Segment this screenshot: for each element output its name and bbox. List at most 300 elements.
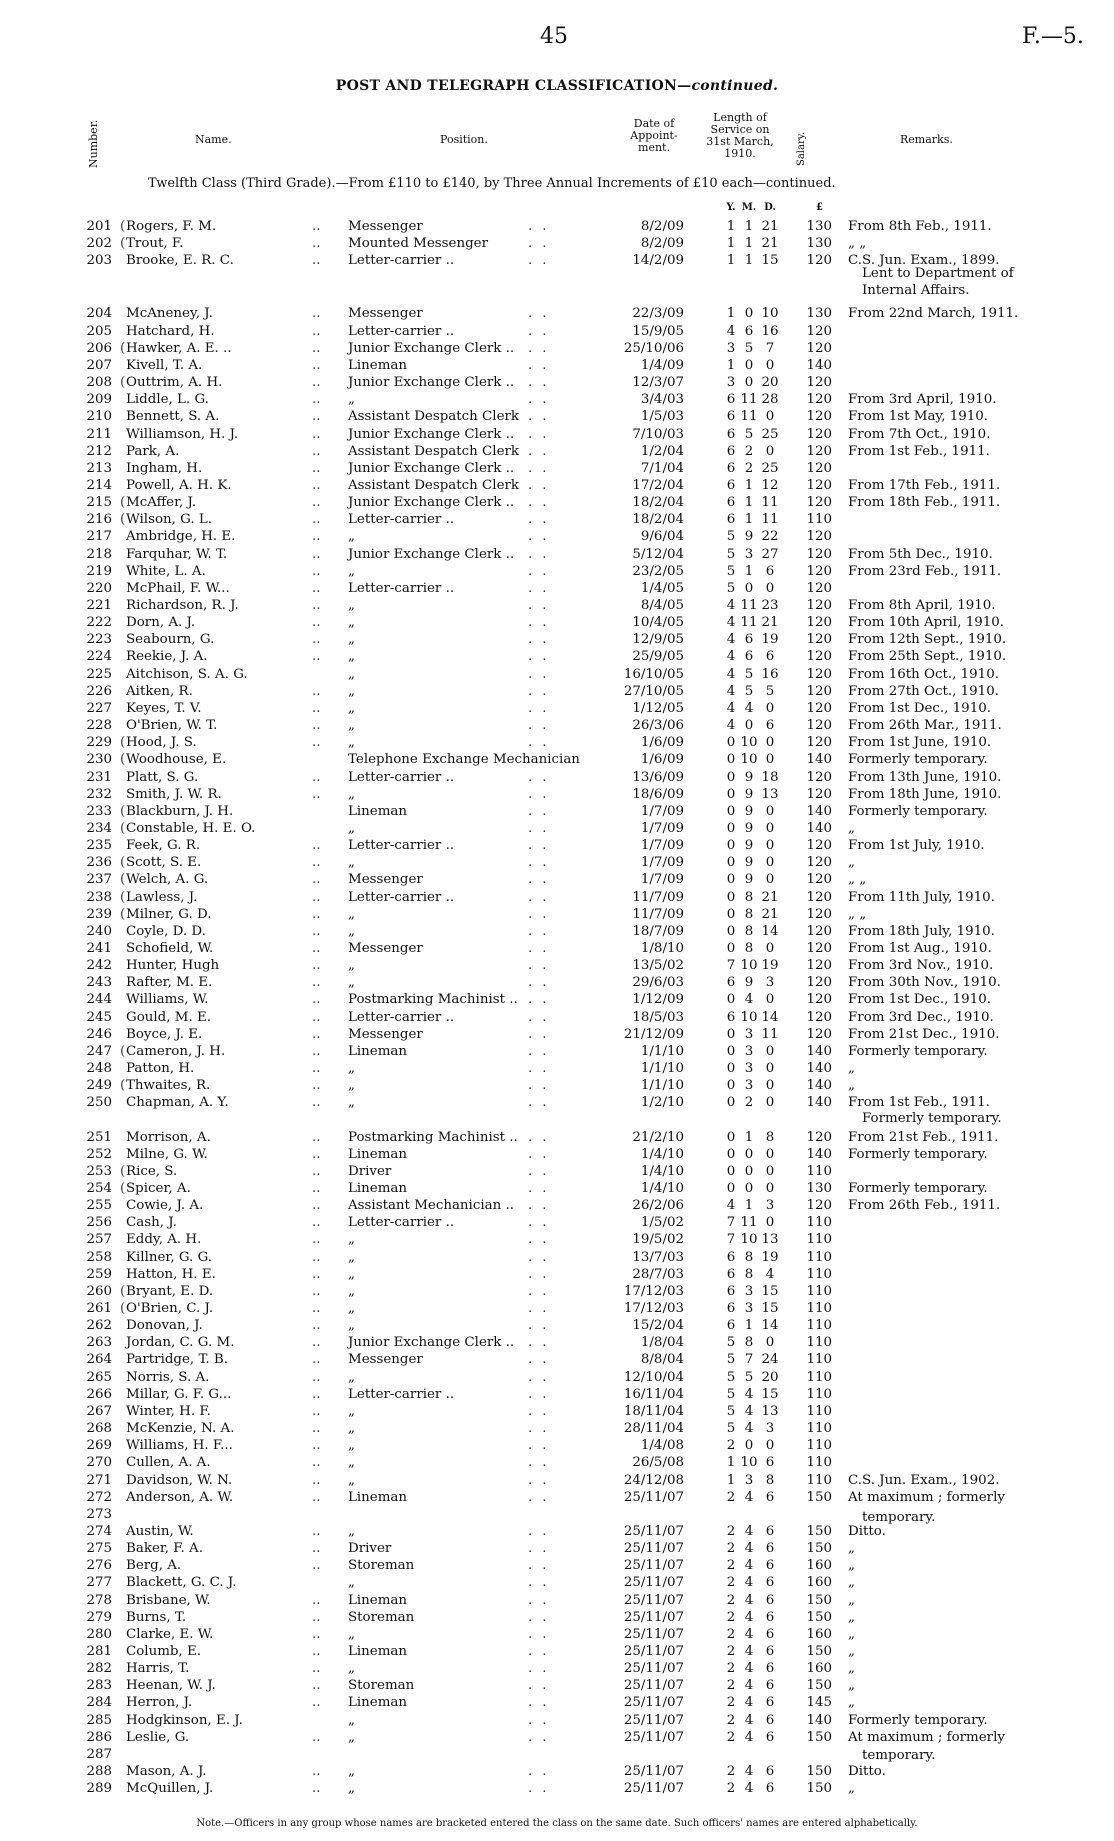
salary: 140 xyxy=(806,1095,832,1111)
service-months: 6 xyxy=(744,632,754,648)
table-row xyxy=(0,786,1114,803)
leader-dots: .. xyxy=(528,1644,557,1659)
officer-name: Blackburn, J. H. xyxy=(126,803,234,819)
leader-dots: .. xyxy=(528,546,557,562)
remarks: „ xyxy=(848,855,855,871)
table-row xyxy=(0,1026,1114,1043)
salary: 120 xyxy=(806,495,832,511)
officer-name: Patton, H. xyxy=(126,1061,195,1077)
service-days: 6 xyxy=(765,1644,775,1659)
row-number: 284 xyxy=(86,1695,112,1711)
officer-name: Seabourn, G. xyxy=(126,632,215,648)
service-months: 4 xyxy=(744,1489,754,1505)
table-row xyxy=(0,1694,1114,1711)
row-number: 230 xyxy=(86,752,112,768)
table-row xyxy=(0,974,1114,991)
table-row xyxy=(0,1351,1114,1368)
remarks: From 8th April, 1910. xyxy=(848,598,996,613)
service-months: 1 xyxy=(744,219,754,234)
officer-name: O'Brien, C. J. xyxy=(126,1301,214,1316)
service-years: 5 xyxy=(726,563,736,579)
position: „ xyxy=(348,1283,355,1299)
appointment-date: 29/6/03 xyxy=(632,975,684,991)
row-number: 232 xyxy=(86,786,112,802)
row-number: 241 xyxy=(86,941,112,956)
row-number: 218 xyxy=(86,546,112,562)
service-days: 0 xyxy=(765,855,775,871)
leader-dots: .. xyxy=(528,1266,557,1282)
service-days: 8 xyxy=(765,1129,775,1145)
service-years: 4 xyxy=(726,649,736,665)
service-days: 0 xyxy=(765,1061,775,1077)
service-months: 4 xyxy=(744,1558,754,1574)
leader-dots: .. xyxy=(528,958,557,974)
appointment-date: 1/1/10 xyxy=(640,1043,684,1059)
leader-dots: .. xyxy=(312,236,321,252)
leader-dots: .. xyxy=(312,1335,321,1351)
leader-dots: .. xyxy=(528,992,557,1008)
appointment-date: 25/11/07 xyxy=(623,1644,684,1659)
leader-dots: .. xyxy=(312,1489,321,1505)
salary: 120 xyxy=(806,735,832,751)
remarks: From 7th Oct., 1910. xyxy=(848,426,991,442)
leader-dots: .. xyxy=(312,426,321,442)
leader-dots: .. xyxy=(312,1523,321,1539)
service-months: 1 xyxy=(744,563,754,579)
leader-dots: .. xyxy=(528,598,557,613)
remarks: From 17th Feb., 1911. xyxy=(848,477,1001,493)
appointment-date: 7/10/03 xyxy=(632,426,684,442)
position: Junior Exchange Clerk .. xyxy=(348,495,515,511)
appointment-date: 12/9/05 xyxy=(632,632,684,648)
leader-dots: .. xyxy=(312,615,321,631)
service-days: 13 xyxy=(761,1232,779,1248)
service-years: 2 xyxy=(726,1609,736,1625)
remarks: Formerly temporary. xyxy=(848,1146,988,1162)
leader-dots: .. xyxy=(528,1026,557,1042)
remarks: „ xyxy=(848,1781,855,1797)
officer-name: Kivell, T. A. xyxy=(126,357,203,373)
row-number: 235 xyxy=(86,838,112,854)
salary: 160 xyxy=(806,1626,832,1642)
appointment-date: 17/12/03 xyxy=(623,1283,684,1299)
leader-dots: .. xyxy=(312,546,321,562)
row-number: 282 xyxy=(86,1661,112,1677)
position: „ xyxy=(348,1369,355,1385)
service-years: 5 xyxy=(726,580,736,596)
officer-name: Norris, S. A. xyxy=(126,1369,210,1385)
row-number: 216 xyxy=(86,512,112,528)
position: „ xyxy=(348,975,355,991)
appointment-date: 18/6/09 xyxy=(632,786,684,802)
service-months: 9 xyxy=(744,975,754,991)
officer-name: O'Brien, W. T. xyxy=(126,718,218,734)
service-days: 14 xyxy=(761,1009,779,1025)
row-number: 273 xyxy=(86,1506,112,1522)
remarks: From 10th April, 1910. xyxy=(848,615,1005,631)
leader-dots: .. xyxy=(312,769,321,785)
position: Driver xyxy=(348,1163,392,1179)
salary: 110 xyxy=(806,1215,832,1231)
remarks: From 18th June, 1910. xyxy=(848,786,1002,802)
appointment-date: 25/11/07 xyxy=(623,1781,684,1797)
service-years: 0 xyxy=(726,838,736,854)
table-row xyxy=(0,957,1114,974)
bracket-mark: ( xyxy=(120,820,126,836)
service-days: 0 xyxy=(765,820,775,836)
leader-dots: .. xyxy=(528,1695,557,1711)
officer-name: Williamson, H. J. xyxy=(126,426,239,442)
position: Lineman xyxy=(348,1644,408,1659)
leader-dots: .. xyxy=(528,1043,557,1059)
remarks: Ditto. xyxy=(848,1764,886,1780)
table-row xyxy=(0,1609,1114,1626)
remarks: From 26th Mar., 1911. xyxy=(848,718,1002,734)
salary: 150 xyxy=(806,1592,832,1608)
service-months: 5 xyxy=(744,340,754,356)
officer-name: Spicer, A. xyxy=(126,1180,191,1196)
leader-dots: .. xyxy=(528,253,557,269)
appointment-date: 1/8/04 xyxy=(640,1335,684,1351)
row-number: 229 xyxy=(86,735,112,751)
remarks: From 25th Sept., 1910. xyxy=(848,649,1007,665)
leader-dots: .. xyxy=(528,443,557,459)
class-heading: Twelfth Class (Third Grade).—From £110 to £140, by Three Annual Increments of £10 each—continued. xyxy=(148,176,836,191)
table-row xyxy=(0,1300,1114,1317)
position: Lineman xyxy=(348,1146,408,1162)
bracket-mark: ( xyxy=(120,906,126,922)
appointment-date: 28/7/03 xyxy=(632,1266,684,1282)
leader-dots: .. xyxy=(528,1386,557,1402)
leader-dots: .. xyxy=(528,975,557,991)
service-months: 1 xyxy=(744,1129,754,1145)
salary: 140 xyxy=(806,357,832,373)
service-days: 0 xyxy=(765,872,775,888)
row-number: 248 xyxy=(86,1061,112,1077)
table-row xyxy=(0,1009,1114,1026)
service-days: 15 xyxy=(761,253,779,269)
service-days: 15 xyxy=(761,1386,779,1402)
leader-dots: .. xyxy=(312,477,321,493)
service-months: 8 xyxy=(744,1249,754,1265)
officer-name: Ambridge, H. E. xyxy=(126,529,236,545)
salary: 140 xyxy=(806,820,832,836)
service-years: 1 xyxy=(726,357,736,373)
table-row xyxy=(0,666,1114,683)
appointment-date: 1/5/02 xyxy=(640,1215,684,1231)
service-days: 25 xyxy=(761,460,779,476)
table-row xyxy=(0,1249,1114,1266)
leader-dots: .. xyxy=(528,219,557,234)
appointment-date: 25/11/07 xyxy=(623,1489,684,1505)
table-row xyxy=(0,820,1114,837)
officer-name: Thwaites, R. xyxy=(126,1078,211,1094)
leader-dots: .. xyxy=(528,375,557,391)
leader-dots: .. xyxy=(528,1764,557,1780)
leader-dots: .. xyxy=(312,838,321,854)
table-row xyxy=(0,235,1114,252)
salary: 150 xyxy=(806,1729,832,1745)
table-row xyxy=(0,1077,1114,1094)
table-row xyxy=(0,1626,1114,1643)
service-months: 3 xyxy=(744,1283,754,1299)
service-years: 0 xyxy=(726,1043,736,1059)
table-row xyxy=(0,1197,1114,1214)
salary: 110 xyxy=(806,1352,832,1368)
leader-dots: .. xyxy=(312,1781,321,1797)
service-years: 0 xyxy=(726,1061,736,1077)
appointment-date: 25/11/07 xyxy=(623,1695,684,1711)
position: „ xyxy=(348,1095,355,1111)
officer-name: Bryant, E. D. xyxy=(126,1283,214,1299)
leader-dots: .. xyxy=(528,1781,557,1797)
salary: 110 xyxy=(806,1163,832,1179)
service-years: 4 xyxy=(726,323,736,339)
leader-dots: .. xyxy=(528,1609,557,1625)
appointment-date: 25/9/05 xyxy=(632,649,684,665)
leader-dots: .. xyxy=(528,838,557,854)
leader-dots: .. xyxy=(312,872,321,888)
leader-dots: .. xyxy=(312,529,321,545)
leader-dots: .. xyxy=(312,1558,321,1574)
service-years: 2 xyxy=(726,1489,736,1505)
officer-name: McQuillen, J. xyxy=(126,1781,214,1797)
position: Postmarking Machinist .. xyxy=(348,1129,518,1145)
service-months: 1 xyxy=(744,1198,754,1214)
remarks: „ xyxy=(848,1678,855,1694)
position: Junior Exchange Clerk .. xyxy=(348,426,515,442)
row-number: 254 xyxy=(86,1180,112,1196)
table-row xyxy=(0,580,1114,597)
bracket-mark: ( xyxy=(120,735,126,751)
salary: 120 xyxy=(806,958,832,974)
officer-name: McAffer, J. xyxy=(126,495,197,511)
table-row xyxy=(0,1592,1114,1609)
position: Letter-carrier .. xyxy=(348,323,455,339)
leader-dots: .. xyxy=(528,683,557,699)
row-number: 277 xyxy=(86,1575,112,1591)
table-row xyxy=(0,1094,1114,1111)
position: „ xyxy=(348,1472,355,1488)
officer-name: Donovan, J. xyxy=(126,1318,203,1334)
officer-name: McKenzie, N. A. xyxy=(126,1421,235,1437)
service-days: 0 xyxy=(765,735,775,751)
leader-dots: .. xyxy=(528,786,557,802)
row-number: 269 xyxy=(86,1438,112,1454)
leader-dots: .. xyxy=(312,1163,321,1179)
salary: 120 xyxy=(806,546,832,562)
service-days: 28 xyxy=(761,392,779,408)
appointment-date: 13/6/09 xyxy=(632,769,684,785)
table-row xyxy=(0,1163,1114,1180)
service-days: 3 xyxy=(765,1421,775,1437)
service-days: 6 xyxy=(765,1489,775,1505)
position: „ xyxy=(348,1712,355,1728)
service-days: 6 xyxy=(765,1609,775,1625)
service-years: 0 xyxy=(726,1163,736,1179)
service-years: 5 xyxy=(726,1421,736,1437)
appointment-date: 25/11/07 xyxy=(623,1764,684,1780)
service-years: 6 xyxy=(726,1249,736,1265)
service-days: 12 xyxy=(761,477,779,493)
appointment-date: 12/10/04 xyxy=(623,1369,684,1385)
position: Lineman xyxy=(348,357,408,373)
service-months: 0 xyxy=(744,1163,754,1179)
leader-dots: .. xyxy=(312,1129,321,1145)
row-number: 245 xyxy=(86,1009,112,1025)
salary: 120 xyxy=(806,1009,832,1025)
leader-dots: .. xyxy=(528,529,557,545)
service-days: 8 xyxy=(765,1472,775,1488)
leader-dots: .. xyxy=(528,1249,557,1265)
service-days: 6 xyxy=(765,1558,775,1574)
leader-dots: .. xyxy=(528,460,557,476)
appointment-date: 8/2/09 xyxy=(640,236,684,252)
table-row xyxy=(0,408,1114,425)
service-days: 0 xyxy=(765,357,775,373)
row-number: 272 xyxy=(86,1489,112,1505)
officer-name: Smith, J. W. R. xyxy=(126,786,222,802)
service-days: 6 xyxy=(765,1575,775,1591)
service-years: 0 xyxy=(726,786,736,802)
remarks: From 3rd April, 1910. xyxy=(848,392,997,408)
officer-name: Reekie, J. A. xyxy=(126,649,208,665)
row-number: 204 xyxy=(86,306,112,322)
footnote: Note.—Officers in any group whose names are bracketed entered the class on the same date. Such officers' names are entered alphabetically. xyxy=(196,1818,918,1829)
leader-dots: .. xyxy=(312,306,321,322)
remarks: From 27th Oct., 1910. xyxy=(848,683,999,699)
remarks: „ xyxy=(848,1609,855,1625)
service-days: 6 xyxy=(765,563,775,579)
remarks: C.S. Jun. Exam., 1899. xyxy=(848,253,1000,269)
service-days: 0 xyxy=(765,1438,775,1454)
service-years: 0 xyxy=(726,992,736,1008)
appointment-date: 8/8/04 xyxy=(640,1352,684,1368)
service-months: 11 xyxy=(740,392,758,408)
officer-name: Eddy, A. H. xyxy=(126,1232,202,1248)
appointment-date: 25/11/07 xyxy=(623,1678,684,1694)
service-months: 0 xyxy=(744,357,754,373)
salary: 140 xyxy=(806,1061,832,1077)
leader-dots: .. xyxy=(312,1061,321,1077)
table-row xyxy=(0,546,1114,563)
leader-dots: .. xyxy=(312,1609,321,1625)
leader-dots: .. xyxy=(312,1369,321,1385)
table-row xyxy=(0,1506,1114,1523)
leader-dots: .. xyxy=(528,1215,557,1231)
officer-name: Blackett, G. C. J. xyxy=(126,1575,237,1591)
leader-dots: .. xyxy=(312,1541,321,1557)
officer-name: Outtrim, A. H. xyxy=(126,375,223,391)
service-years: 0 xyxy=(726,923,736,939)
service-years: 2 xyxy=(726,1541,736,1557)
appointment-date: 17/12/03 xyxy=(623,1301,684,1316)
leader-dots: .. xyxy=(312,1438,321,1454)
service-years: 0 xyxy=(726,735,736,751)
position: Junior Exchange Clerk .. xyxy=(348,340,515,356)
row-number: 280 xyxy=(86,1626,112,1642)
table-row xyxy=(0,1437,1114,1454)
row-number: 249 xyxy=(86,1078,112,1094)
table-row xyxy=(0,494,1114,511)
officer-name: Coyle, D. D. xyxy=(126,923,206,939)
table-row xyxy=(0,1317,1114,1334)
officer-name: Austin, W. xyxy=(126,1523,194,1539)
table-row xyxy=(0,940,1114,957)
service-days: 15 xyxy=(761,1301,779,1316)
appointment-date: 1/7/09 xyxy=(640,855,684,871)
service-days: 5 xyxy=(765,683,775,699)
salary: 120 xyxy=(806,666,832,682)
appointment-date: 10/4/05 xyxy=(632,615,684,631)
row-number: 283 xyxy=(86,1678,112,1694)
officer-name: Hood, J. S. xyxy=(126,735,197,751)
position: „ xyxy=(348,906,355,922)
remarks: From 1st Feb., 1911. xyxy=(848,1095,990,1111)
leader-dots: .. xyxy=(528,1318,557,1334)
officer-name: Ingham, H. xyxy=(126,460,203,476)
leader-dots: .. xyxy=(312,889,321,905)
bracket-mark: ( xyxy=(120,340,126,356)
leader-dots: .. xyxy=(312,409,321,425)
table-row xyxy=(0,443,1114,460)
service-months: 4 xyxy=(744,1644,754,1659)
service-days: 0 xyxy=(765,1180,775,1196)
service-months: 3 xyxy=(744,1472,754,1488)
appointment-date: 25/11/07 xyxy=(623,1575,684,1591)
salary: 110 xyxy=(806,1318,832,1334)
service-days: 27 xyxy=(761,546,779,562)
salary: 120 xyxy=(806,632,832,648)
table-row xyxy=(0,683,1114,700)
service-months: 4 xyxy=(744,1592,754,1608)
appointment-date: 1/12/09 xyxy=(632,992,684,1008)
remarks: From 3rd Nov., 1910. xyxy=(848,958,994,974)
leader-dots: .. xyxy=(312,1180,321,1196)
row-number: 208 xyxy=(86,375,112,391)
appointment-date: 21/2/10 xyxy=(632,1129,684,1145)
service-days: 3 xyxy=(765,1198,775,1214)
service-years: 6 xyxy=(726,460,736,476)
position: „ xyxy=(348,1438,355,1454)
position: Messenger xyxy=(348,1026,423,1042)
officer-name: Heenan, W. J. xyxy=(126,1678,216,1694)
leader-dots: .. xyxy=(312,1352,321,1368)
row-number: 246 xyxy=(86,1026,112,1042)
service-years: 4 xyxy=(726,683,736,699)
table-row xyxy=(0,1712,1114,1729)
remarks: From 30th Nov., 1910. xyxy=(848,975,1001,991)
service-days: 0 xyxy=(765,1043,775,1059)
appointment-date: 12/3/07 xyxy=(632,375,684,391)
service-days: 0 xyxy=(765,409,775,425)
salary: 120 xyxy=(806,700,832,716)
officer-name: Leslie, G. xyxy=(126,1729,190,1745)
appointment-date: 11/7/09 xyxy=(632,889,684,905)
service-months: 10 xyxy=(740,1009,758,1025)
service-months: 4 xyxy=(744,1661,754,1677)
salary: 145 xyxy=(806,1695,832,1711)
position: Letter-carrier .. xyxy=(348,1386,455,1402)
position: „ xyxy=(348,666,355,682)
appointment-date: 1/7/09 xyxy=(640,838,684,854)
table-row xyxy=(0,871,1114,888)
service-months: 4 xyxy=(744,1678,754,1694)
service-days: 13 xyxy=(761,1403,779,1419)
officer-name: Williams, W. xyxy=(126,992,209,1008)
table-row xyxy=(0,1043,1114,1060)
position: „ xyxy=(348,958,355,974)
